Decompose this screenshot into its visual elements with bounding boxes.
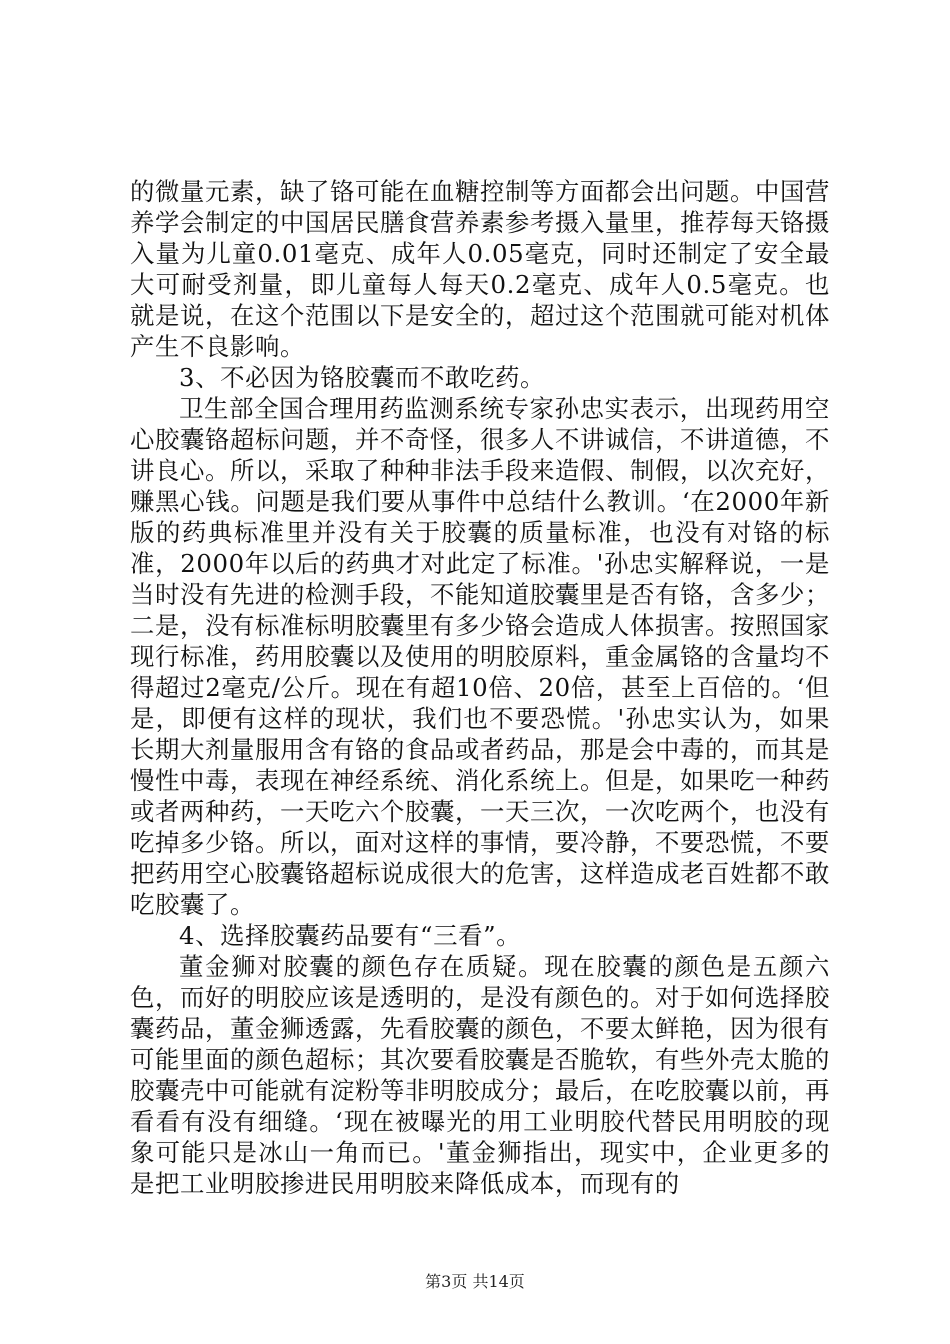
paragraph-continuation: 的微量元素，缺了铬可能在血糖控制等方面都会出问题。中国营养学会制定的中国居民膳食营养素参考摄入量里，推荐每天铬摄入量为儿童0.01毫克、成年人0.05毫克，同时还制定了安全最大可耐受剂量，即儿童每人每天0.2毫克、成年人0.5毫克。也就是说，在这个范围以下是安全的，超过这个范围就可能对机体产生不良影响。 [130, 177, 830, 361]
paragraph-dong-jinshi: 董金狮对胶囊的颜色存在质疑。现在胶囊的颜色是五颜六色，而好的明胶应该是透明的，是没有颜色的。对于如何选择胶囊药品，董金狮透露，先看胶囊的颜色，不要太鲜艳，因为很有可能里面的颜色超标；其次要看胶囊是否脆软，有些外壳太脆的胶囊壳中可能就有淀粉等非明胶成分；最后，在吃胶囊以前，再看看有没有细缝。‘现在被曝光的用工业明胶代替民用明胶的现象可能只是冰山一角而已。'董金狮指出，现实中，企业更多的是把工业明胶掺进民用明胶来降低成本，而现有的 [130, 952, 830, 1198]
page-number-footer: 第3页 共14页 [425, 1272, 525, 1291]
document-body [130, 176, 830, 1199]
section-heading-4: 4、选择胶囊药品要有“三看”。 [179, 921, 522, 950]
section-heading-3: 3、不必因为铬胶囊而不敢吃药。 [179, 363, 545, 392]
paragraph-sun-zhongshi: 卫生部全国合理用药监测系统专家孙忠实表示，出现药用空心胶囊铬超标问题，并不奇怪，很多人不讲诚信，不讲道德，不讲良心。所以，采取了种种非法手段来造假、制假，以次充好，赚黑心钱。问题是我们要从事件中总结什么教训。‘在2000年新版的药典标准里并没有关于胶囊的质量标准，也没有对铬的标准，2000年以后的药典才对此定了标准。'孙忠实解释说，一是当时没有先进的检测手段，不能知道胶囊里是否有铬，含多少；二是，没有标准标明胶囊里有多少铬会造成人体损害。按照国家现行标准，药用胶囊以及使用的明胶原料，重金属铬的含量均不得超过2毫克/公斤。现在有超10倍、20倍，甚至上百倍的。‘但是，即便有这样的现状，我们也不要恐慌。'孙忠实认为，如果长期大剂量服用含有铬的食品或者药品，那是会中毒的，而其是慢性中毒，表现在神经系统、消化系统上。但是，如果吃一种药或者两种药，一天吃六个胶囊，一天三次，一次吃两个，也没有吃掉多少铬。所以，面对这样的事情，要冷静，不要恐慌，不要把药用空心胶囊铬超标说成很大的危害，这样造成老百姓都不敢吃胶囊了。 [130, 394, 830, 919]
